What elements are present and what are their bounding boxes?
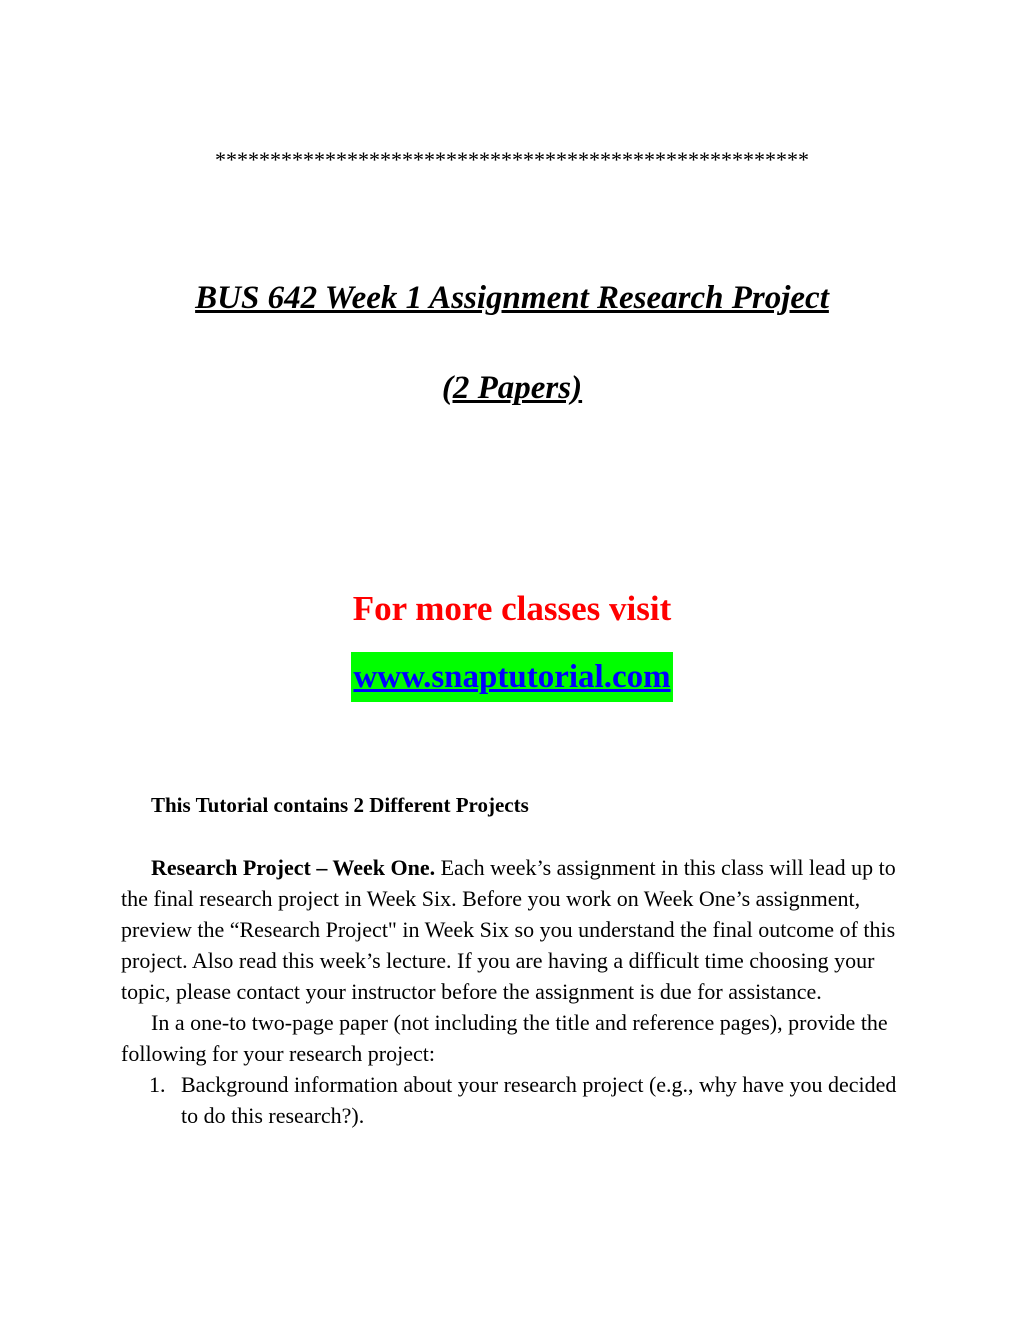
requirements-list: [121, 1069, 911, 1131]
list-item-number: 1.: [149, 1072, 166, 1097]
tutorial-intro: This Tutorial contains 2 Different Projects: [151, 793, 529, 817]
paragraph-body: Each week’s assignment in this class will lead up to the final research project in Week Six. Before you work on Week One’s assignment, preview the “Research Project" in Week Six so you understand the final outcome of this project. Also read this week’s lecture. If you are having a difficult time choosing your topic, please contact your instructor before the assignment is due for assistance.: [121, 855, 896, 1004]
asterisk-divider: ******************************************************: [215, 147, 809, 172]
document-subtitle: (2 Papers): [441, 370, 583, 406]
paragraph-week-one: [121, 852, 911, 1007]
document-title: BUS 642 Week 1 Assignment Research Project: [195, 280, 829, 316]
list-item: [121, 1069, 911, 1131]
website-link[interactable]: www.snaptutorial.com: [351, 652, 672, 702]
list-item-text: Background information about your research project (e.g., why have you decided to do this research?).: [181, 1072, 897, 1128]
promo-text: For more classes visit: [352, 589, 672, 628]
paragraph-lead: Research Project – Week One.: [151, 855, 436, 880]
paragraph-instructions: In a one-to two-page paper (not including the title and reference pages), provide the following for your research project:: [121, 1010, 888, 1066]
assignment-body: [121, 852, 911, 1131]
website-link-wrap: [0, 652, 1024, 702]
